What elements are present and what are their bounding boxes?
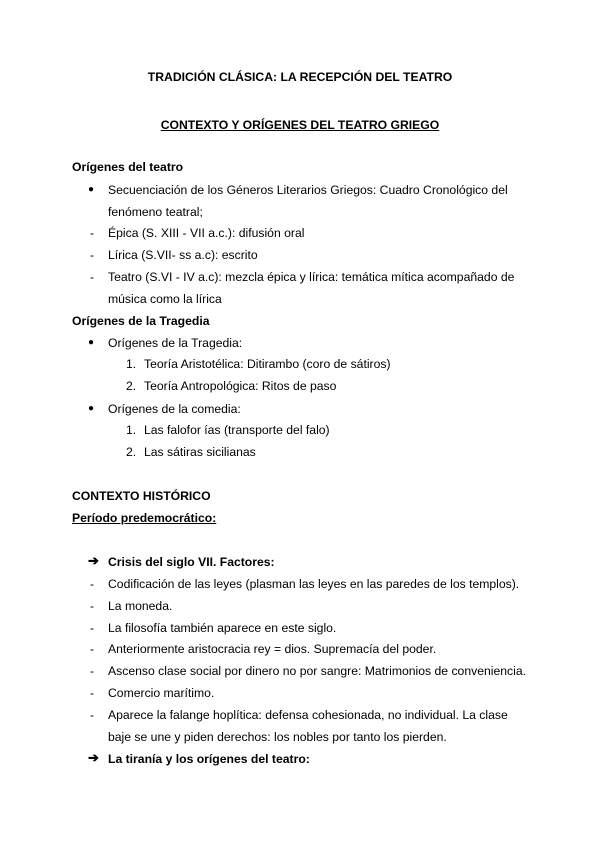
dash-marker: - (90, 226, 95, 240)
list-number: 1. (126, 423, 137, 437)
document-subtitle: CONTEXTO Y ORÍGENES DEL TEATRO GRIEGO (160, 118, 440, 132)
list-item: Orígenes de la comedia: (108, 402, 241, 416)
section-heading-origenes-tragedia: Orígenes de la Tragedia (72, 314, 210, 328)
arrow-right-icon: ➔ (88, 553, 99, 568)
section-heading-contexto-historico: CONTEXTO HISTÓRICO (72, 489, 211, 503)
list-item: Épica (S. XIII - VII a.c.): difusión oral (108, 226, 305, 240)
bullet-icon: ● (88, 403, 95, 414)
list-item-continuation: fenómeno teatral; (108, 205, 203, 219)
document-title: TRADICIÓN CLÁSICA: LA RECEPCIÓN DEL TEATRO (147, 70, 453, 84)
list-item: La moneda. (108, 599, 173, 613)
arrow-item-heading: La tiranía y los orígenes del teatro: (108, 752, 310, 766)
list-number: 1. (126, 357, 137, 371)
list-item: Teoría Aristotélica: Ditirambo (coro de sátiros) (144, 357, 391, 371)
list-item: Teatro (S.VI - IV a.c): mezcla épica y lírica: temática mítica acompañado de (108, 270, 515, 284)
dash-marker: - (90, 686, 95, 700)
list-item: Orígenes de la Tragedia: (108, 336, 243, 350)
list-item: Ascenso clase social por dinero no por sangre: Matrimonios de conveniencia. (108, 664, 526, 678)
dash-marker: - (90, 664, 95, 678)
dash-marker: - (90, 248, 95, 262)
dash-marker: - (90, 599, 95, 613)
list-item: Codificación de las leyes (plasman las leyes en las paredes de los templos). (108, 577, 520, 591)
list-item: Aparece la falange hoplítica: defensa cohesionada, no individual. La clase (108, 708, 508, 722)
dash-marker: - (90, 621, 95, 635)
bullet-icon: ● (88, 337, 95, 348)
list-item: Anteriormente aristocracia rey = dios. Supremacía del poder. (108, 642, 437, 656)
list-item: Secuenciación de los Géneros Literarios Griegos: Cuadro Cronológico del (108, 183, 508, 197)
dash-marker: - (90, 577, 95, 591)
list-item-continuation: baje se une y piden derechos: los nobles por tanto los pierden. (108, 730, 447, 744)
section-heading-origenes-teatro: Orígenes del teatro (72, 160, 184, 174)
list-number: 2. (126, 445, 137, 459)
list-number: 2. (126, 379, 137, 393)
list-item: La filosofía también aparece en este siglo. (108, 621, 337, 635)
list-item-continuation: música como la lírica (108, 292, 222, 306)
dash-marker: - (90, 708, 95, 722)
list-item: Las sátiras sicilianas (144, 445, 256, 459)
arrow-right-icon: ➔ (88, 750, 99, 765)
list-item: Lírica (S.VII- ss a.c): escrito (108, 248, 258, 262)
list-item: Comercio marítimo. (108, 686, 215, 700)
list-item: Teoría Antropológica: Ritos de paso (144, 379, 337, 393)
bullet-icon: ● (88, 184, 95, 195)
arrow-item-heading: Crisis del siglo VII. Factores: (108, 555, 275, 569)
dash-marker: - (90, 270, 95, 284)
section-subheading-periodo: Período predemocrático: (72, 511, 217, 525)
dash-marker: - (90, 642, 95, 656)
list-item: Las falofor ías (transporte del falo) (144, 423, 330, 437)
